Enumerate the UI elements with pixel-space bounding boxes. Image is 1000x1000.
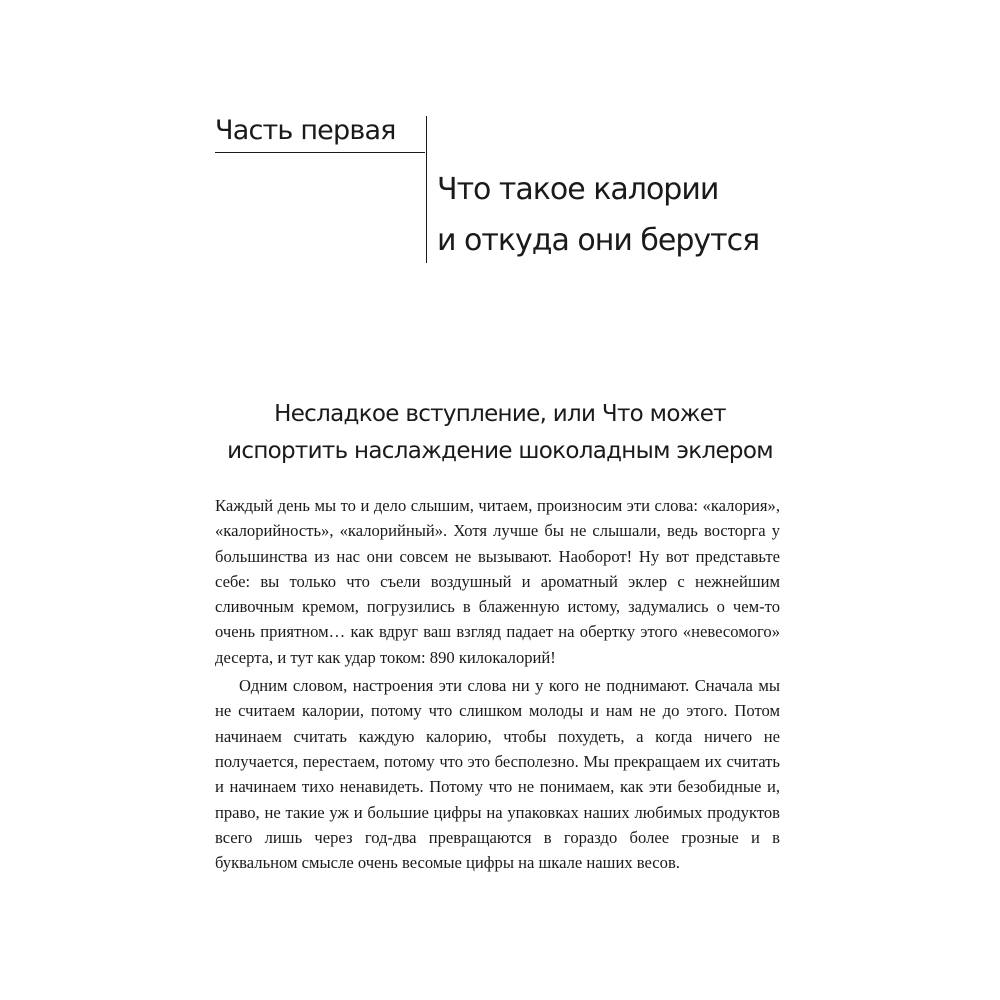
part-title xyxy=(437,164,759,266)
body-text xyxy=(215,493,780,875)
vertical-divider xyxy=(426,116,427,263)
part-label: Часть первая xyxy=(215,112,425,153)
chapter-title-line-2: испортить наслаждение шоколадным эклером xyxy=(227,438,773,464)
part-title-line-2: и откуда они берутся xyxy=(437,223,760,258)
paragraph-2: Одним словом, настроения эти слова ни у кого не поднимают. Сначала мы не считаем калории, потому что слишком молоды и нам не до этого. Потом начинаем считать каждую калорию, чтобы похудеть, а когда ничего не получается, перестаем, потому что это бесполезно. Мы прекращаем их считать и начинаем тихо ненавидеть. Потому что не понимаем, как эти безобидные и, право, не такие уж и большие цифры на упаковках наших любимых продуктов всего лишь через год-два превращаются в гораздо более грозные и в буквальном смысле очень весомые цифры на шкале наших весов. xyxy=(215,676,780,873)
part-title-line-1: Что такое калории xyxy=(437,172,719,207)
chapter-title-line-1: Несладкое вступление, или Что может xyxy=(274,401,726,427)
chapter-title xyxy=(200,396,800,470)
paragraph-1: Каждый день мы то и дело слышим, читаем, произносим эти слова: «калория», «калорийность», «калорийный». Хотя лучше бы не слышали, ведь восторга у большинства из нас они совсем не вызывают. Наоборот! Ну вот представьте себе: вы только что съели воздушный и ароматный эклер с нежнейшим сливочным кремом, погрузились в блаженную истому, задумались о чем-то очень приятном… как вдруг ваш взгляд падает на обертку этого «невесомого» десерта, и тут как удар током: 890 килокалорий! xyxy=(215,496,780,667)
